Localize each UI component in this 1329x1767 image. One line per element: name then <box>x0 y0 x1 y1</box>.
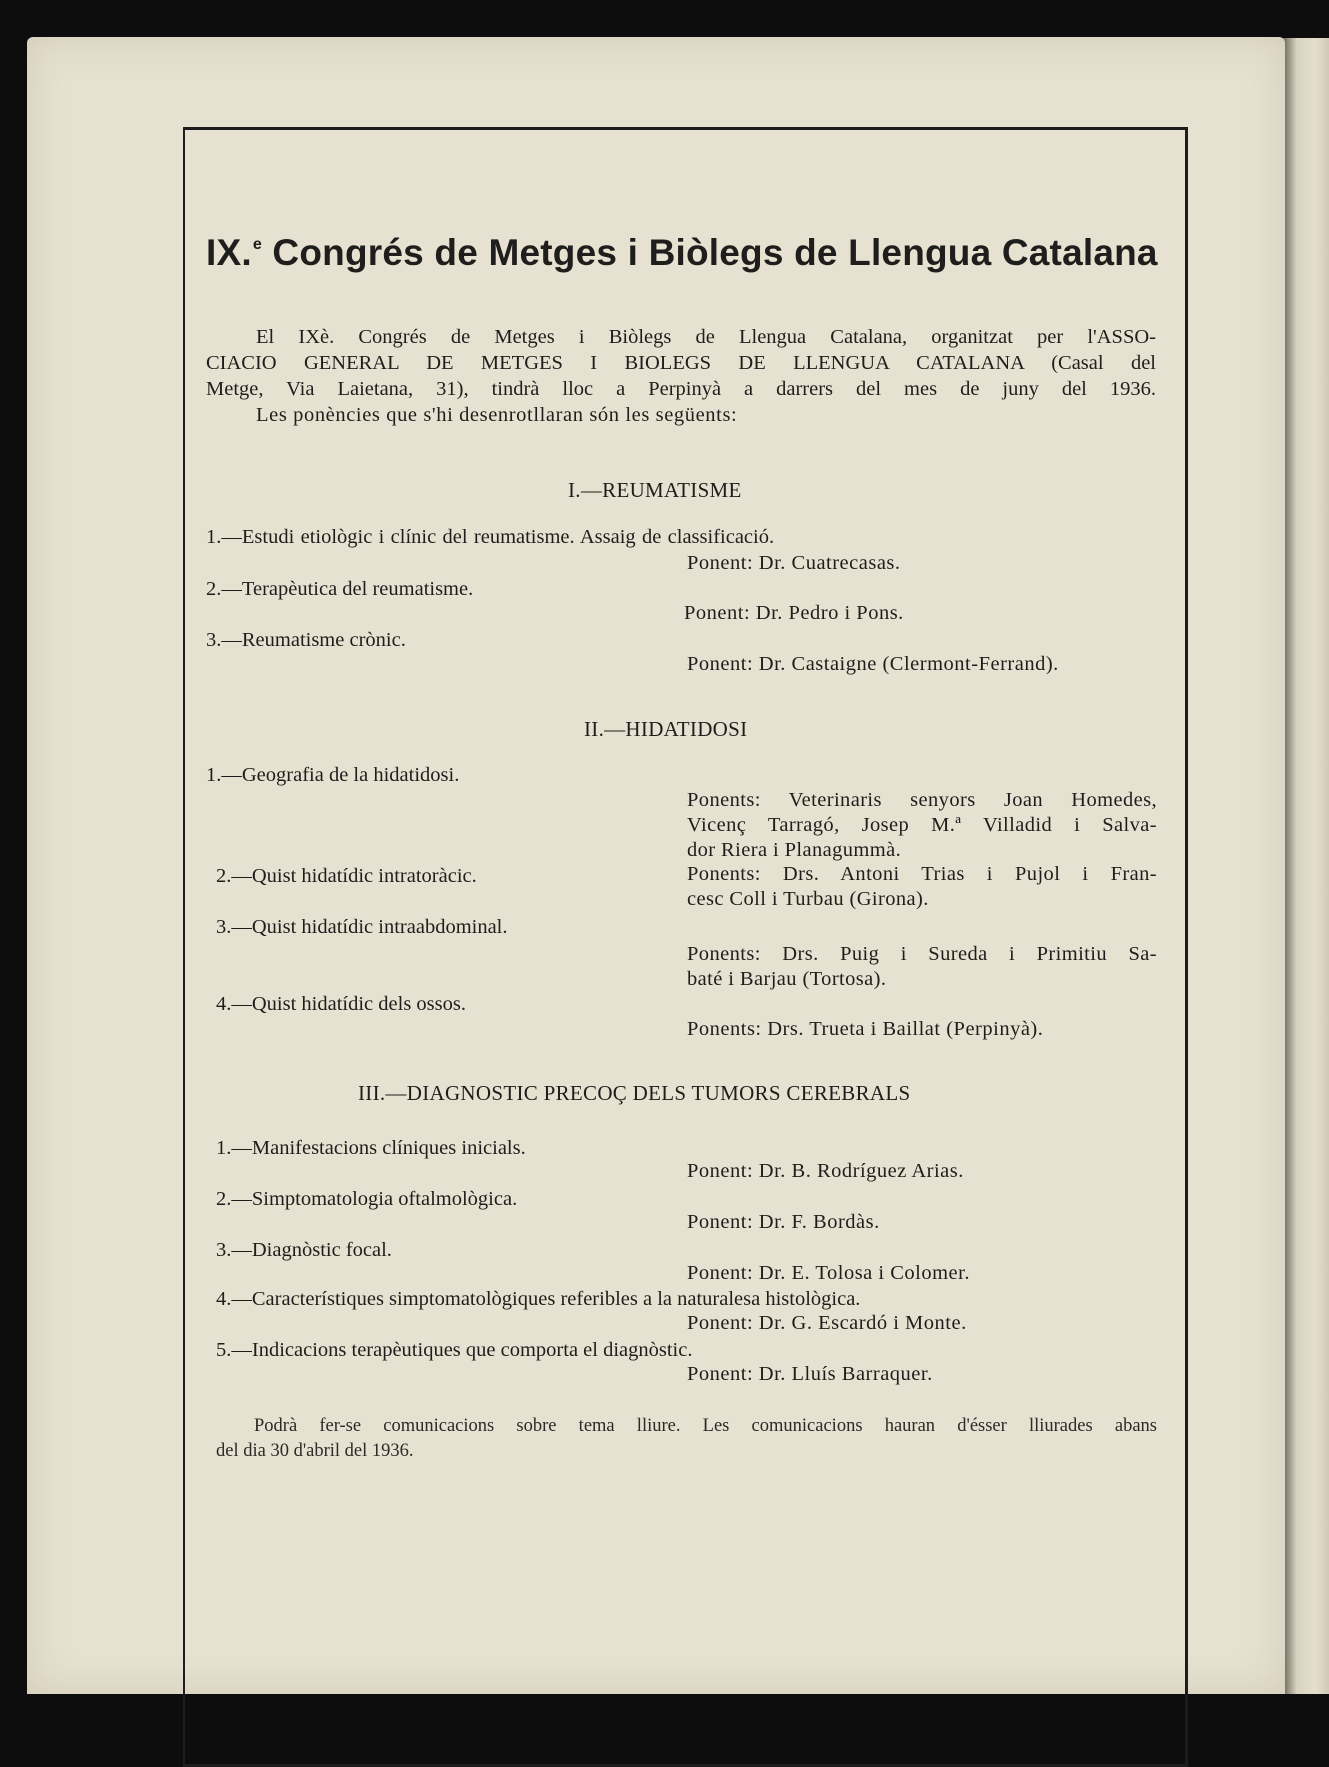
intro-line: CIACIO GENERAL DE METGES I BIOLEGS DE LLENGUA CATALANA (Casal del <box>206 352 1156 374</box>
item-text: 4.—Característiques simptomatològiques referibles a la naturalesa histològica. <box>216 1288 861 1310</box>
item-ponent: Ponent: Dr. Castaigne (Clermont-Ferrand). <box>687 653 1059 675</box>
item-ponent-block <box>687 788 1157 863</box>
item-text: 2.—Quist hidatídic intratoràcic. <box>216 865 477 887</box>
ponent-line: Vicenç Tarragó, Josep M.ª Villadid i Salva- <box>687 814 1157 836</box>
item-text: 1.—Manifestacions clíniques inicials. <box>216 1137 526 1159</box>
ponent-line: cesc Coll i Turbau (Girona). <box>687 888 929 910</box>
ponent-line: Ponents: Drs. Antoni Trias i Pujol i Fran- <box>687 863 1157 885</box>
section-heading-tumors-cerebrals: III.—DIAGNOSTIC PRECOÇ DELS TUMORS CEREBRALS <box>358 1081 911 1105</box>
intro-paragraph <box>206 324 1156 428</box>
item-text: 4.—Quist hidatídic dels ossos. <box>216 993 466 1015</box>
next-page-edge <box>1283 38 1329 1694</box>
intro-line: Les ponències que s'hi desenrotllaran són les següents: <box>256 404 738 426</box>
item-ponent: Ponent: Dr. Pedro i Pons. <box>684 602 904 624</box>
ponent-line: dor Riera i Planagummà. <box>687 839 902 861</box>
item-text: 1.—Geografia de la hidatidosi. <box>206 764 460 786</box>
item-text: 3.—Diagnòstic focal. <box>216 1239 392 1261</box>
item-ponent: Ponent: Dr. B. Rodríguez Arias. <box>687 1160 964 1182</box>
item-ponent: Ponents: Drs. Trueta i Baillat (Perpinyà). <box>687 1018 1044 1040</box>
item-ponent-block <box>687 862 1157 912</box>
item-ponent: Ponent: Dr. Lluís Barraquer. <box>687 1363 933 1385</box>
item-ponent: Ponent: Dr. Cuatrecasas. <box>687 552 901 574</box>
ponent-line: baté i Barjau (Tortosa). <box>687 968 887 990</box>
ponent-line: Ponents: Veterinaris senyors Joan Homedes, <box>687 789 1157 811</box>
note-line: Podrà fer-se comunicacions sobre tema lliure. Les comunicacions hauran d'ésser lliurades abans <box>254 1416 1157 1436</box>
item-ponent: Ponent: Dr. E. Tolosa i Colomer. <box>687 1262 970 1284</box>
note-line: del dia 30 d'abril del 1936. <box>216 1441 414 1461</box>
section-heading-hidatidosi: II.—HIDATIDOSI <box>584 717 748 741</box>
item-text: 5.—Indicacions terapèutiques que comporta el diagnòstic. <box>216 1339 693 1361</box>
item-text: 3.—Reumatisme crònic. <box>206 629 406 651</box>
item-text: 3.—Quist hidatídic intraabdominal. <box>216 916 508 938</box>
item-ponent: Ponent: Dr. F. Bordàs. <box>687 1211 880 1233</box>
intro-line: El IXè. Congrés de Metges i Biòlegs de Llengua Catalana, organitzat per l'ASSO- <box>256 326 1156 348</box>
item-ponent-block <box>687 942 1157 992</box>
intro-line: Metge, Via Laietana, 31), tindrà lloc a Perpinyà a darrers del mes de juny del 1936. <box>206 378 1156 400</box>
item-ponent: Ponent: Dr. G. Escardó i Monte. <box>687 1312 967 1334</box>
item-text: 1.—Estudi etiològic i clínic del reumatisme. Assaig de classificació. <box>206 526 775 548</box>
section-heading-reumatisme: I.—REUMATISME <box>568 478 742 502</box>
item-text: 2.—Simptomatologia oftalmològica. <box>216 1188 518 1210</box>
ponent-line: Ponents: Drs. Puig i Sureda i Primitiu Sa- <box>687 943 1157 965</box>
closing-note <box>216 1414 1157 1464</box>
document-title: IX.$^e$ Congrés de Metges i Biòlegs de Llengua Catalana <box>206 232 1158 273</box>
item-text: 2.—Terapèutica del reumatisme. <box>206 578 474 600</box>
